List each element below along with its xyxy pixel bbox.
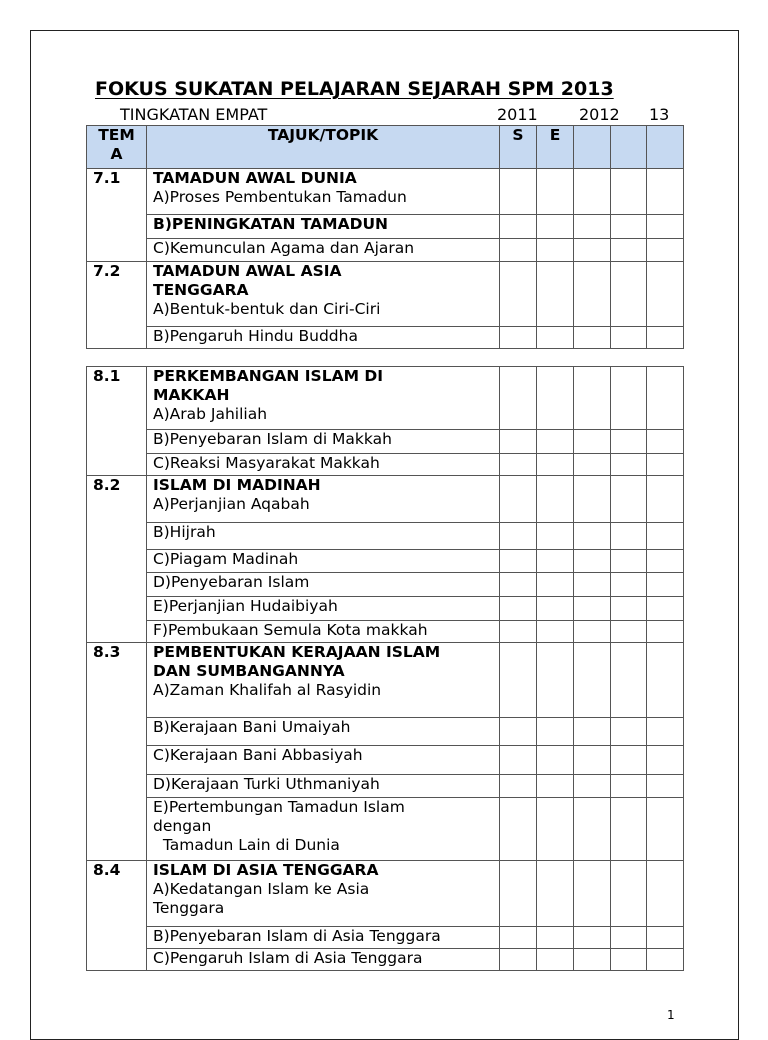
checkbox-cell [647,746,684,775]
topic-cell [147,573,500,597]
subtopic-label: B)Penyebaran Islam di Asia Tenggara [153,927,441,945]
table-row [87,573,684,597]
checkbox-cell [574,215,611,239]
subtopic-label: B)Hijrah [153,523,216,541]
topic-cell [147,597,500,621]
topic-cell [147,169,500,215]
checkbox-cell [647,476,684,523]
syllabus-table-form4-part2 [86,366,684,971]
subtopic-label: A)Bentuk-bentuk dan Ciri-Ciri [153,300,381,318]
checkbox-cell [611,643,647,718]
checkbox-cell [500,215,537,239]
topic-heading: PEMBENTUKAN KERAJAAN ISLAM [153,643,441,661]
document-title: FOKUS SUKATAN PELAJARAN SEJARAH SPM 2013 [95,78,614,100]
theme-code: 8.4 [87,861,147,971]
checkbox-cell [647,430,684,454]
checkbox-cell [647,573,684,597]
checkbox-cell [647,775,684,798]
checkbox-cell [537,861,574,927]
checkbox-cell [647,215,684,239]
checkbox-cell [574,621,611,643]
checkbox-cell [611,775,647,798]
checkbox-cell [611,215,647,239]
topic-cell [147,621,500,643]
subtopic-label: Tenggara [153,899,225,917]
header-topic: TAJUK/TOPIK [147,126,500,169]
subtopic-label: E)Perjanjian Hudaibiyah [153,597,338,615]
checkbox-cell [574,573,611,597]
checkbox-cell [574,798,611,861]
topic-cell [147,861,500,927]
topic-cell [147,239,500,262]
subtopic-label: A)Kedatangan Islam ke Asia [153,880,370,898]
checkbox-cell [537,476,574,523]
checkbox-cell [611,262,647,327]
checkbox-cell [611,573,647,597]
checkbox-cell [537,573,574,597]
table-row [87,861,684,927]
checkbox-cell [537,169,574,215]
subtopic-label: C)Reaksi Masyarakat Makkah [153,454,380,472]
checkbox-cell [611,798,647,861]
subtopic-label: C)Piagam Madinah [153,550,299,568]
checkbox-cell [611,861,647,927]
year-2013-label: 13 [649,105,670,124]
table-row [87,262,684,327]
checkbox-cell [647,169,684,215]
subtopic-label: B)Pengaruh Hindu Buddha [153,327,358,345]
syllabus-table-form4-part1 [86,125,684,349]
table-row [87,550,684,573]
checkbox-cell [500,327,537,349]
page-number: 1 [667,1008,675,1022]
subtopic-label: C)Kemunculan Agama dan Ajaran [153,239,415,257]
checkbox-cell [500,927,537,949]
checkbox-cell [611,169,647,215]
checkbox-cell [647,861,684,927]
table-row [87,454,684,476]
topic-cell [147,327,500,349]
topic-heading: TAMADUN AWAL ASIA [153,262,342,280]
checkbox-cell [500,643,537,718]
checkbox-cell [574,775,611,798]
topic-heading: TAMADUN AWAL DUNIA [153,169,357,187]
topic-cell [147,215,500,239]
subtopic-label: C)Pengaruh Islam di Asia Tenggara [153,949,423,967]
header-e: E [537,126,574,169]
topic-heading: PERKEMBANGAN ISLAM DI [153,367,384,385]
checkbox-cell [574,550,611,573]
checkbox-cell [574,643,611,718]
checkbox-cell [574,927,611,949]
checkbox-cell [537,949,574,971]
checkbox-cell [574,718,611,746]
table-row [87,597,684,621]
topic-heading: TENGGARA [153,281,249,299]
topic-cell [147,718,500,746]
checkbox-cell [500,798,537,861]
subtopic-label: A)Perjanjian Aqabah [153,495,310,513]
topic-cell [147,550,500,573]
checkbox-cell [537,927,574,949]
table-header-row [87,126,684,169]
table-row [87,775,684,798]
checkbox-cell [647,597,684,621]
subtopic-label: C)Kerajaan Bani Abbasiyah [153,746,363,764]
checkbox-cell [500,169,537,215]
table-row [87,643,684,718]
header-empty-col [574,126,611,169]
theme-code: 7.1 [87,169,147,262]
topic-cell [147,927,500,949]
checkbox-cell [574,454,611,476]
checkbox-cell [574,597,611,621]
theme-code: 8.1 [87,367,147,476]
checkbox-cell [647,718,684,746]
table-row [87,798,684,861]
table-row [87,949,684,971]
topic-cell [147,476,500,523]
topic-heading: MAKKAH [153,386,230,404]
checkbox-cell [611,476,647,523]
topic-cell [147,454,500,476]
topic-heading: DAN SUMBANGANNYA [153,662,345,680]
topic-cell [147,523,500,550]
subtopic-label: B)Kerajaan Bani Umaiyah [153,718,351,736]
checkbox-cell [537,454,574,476]
topic-heading: ISLAM DI MADINAH [153,476,321,494]
checkbox-cell [500,573,537,597]
checkbox-cell [647,239,684,262]
checkbox-cell [537,367,574,430]
checkbox-cell [647,367,684,430]
checkbox-cell [500,523,537,550]
topic-cell [147,746,500,775]
subtopic-label: Tamadun Lain di Dunia [153,836,340,854]
checkbox-cell [611,621,647,643]
checkbox-cell [500,718,537,746]
topic-cell [147,798,500,861]
checkbox-cell [500,949,537,971]
topic-cell [147,949,500,971]
checkbox-cell [647,949,684,971]
theme-code: 7.2 [87,262,147,349]
checkbox-cell [647,550,684,573]
checkbox-cell [574,523,611,550]
checkbox-cell [611,454,647,476]
subtopic-label: D)Penyebaran Islam [153,573,310,591]
checkbox-cell [574,746,611,775]
subtopic-label: dengan [153,817,212,835]
table-row [87,215,684,239]
checkbox-cell [647,454,684,476]
checkbox-cell [537,643,574,718]
checkbox-cell [647,643,684,718]
form-label: TINGKATAN EMPAT [120,105,268,124]
table-row [87,927,684,949]
year-2012-label: 2012 [579,105,620,124]
checkbox-cell [500,430,537,454]
header-empty-col [647,126,684,169]
checkbox-cell [647,798,684,861]
checkbox-cell [500,621,537,643]
checkbox-cell [647,523,684,550]
table-row [87,430,684,454]
checkbox-cell [500,476,537,523]
table-row [87,746,684,775]
topic-cell [147,775,500,798]
checkbox-cell [611,523,647,550]
topic-heading: ISLAM DI ASIA TENGGARA [153,861,379,879]
topic-cell [147,367,500,430]
checkbox-cell [537,597,574,621]
checkbox-cell [574,327,611,349]
checkbox-cell [500,775,537,798]
table-row [87,327,684,349]
checkbox-cell [500,550,537,573]
topic-cell [147,262,500,327]
theme-code: 8.2 [87,476,147,643]
checkbox-cell [611,430,647,454]
checkbox-cell [574,239,611,262]
subtopic-label: D)Kerajaan Turki Uthmaniyah [153,775,380,793]
table-row [87,621,684,643]
theme-code: 8.3 [87,643,147,861]
checkbox-cell [537,430,574,454]
checkbox-cell [611,367,647,430]
topic-cell [147,430,500,454]
checkbox-cell [500,861,537,927]
checkbox-cell [500,746,537,775]
checkbox-cell [611,327,647,349]
checkbox-cell [537,775,574,798]
checkbox-cell [611,597,647,621]
subtopic-label: A)Proses Pembentukan Tamadun [153,188,407,206]
header-empty-col [611,126,647,169]
checkbox-cell [647,621,684,643]
header-s: S [500,126,537,169]
checkbox-cell [500,454,537,476]
year-2011-label: 2011 [497,105,538,124]
checkbox-cell [574,861,611,927]
checkbox-cell [500,367,537,430]
checkbox-cell [574,430,611,454]
checkbox-cell [574,367,611,430]
table-row [87,523,684,550]
subtopic-label: B)Penyebaran Islam di Makkah [153,430,392,448]
checkbox-cell [537,262,574,327]
checkbox-cell [611,746,647,775]
checkbox-cell [611,949,647,971]
checkbox-cell [500,262,537,327]
checkbox-cell [574,169,611,215]
checkbox-cell [500,597,537,621]
checkbox-cell [574,476,611,523]
subtopic-label: E)Pertembungan Tamadun Islam [153,798,405,816]
table-row [87,476,684,523]
checkbox-cell [611,239,647,262]
checkbox-cell [611,927,647,949]
checkbox-cell [574,262,611,327]
subtopic-label: A)Arab Jahiliah [153,405,268,423]
subtopic-label: F)Pembukaan Semula Kota makkah [153,621,428,639]
table-row [87,239,684,262]
table-row [87,169,684,215]
checkbox-cell [537,621,574,643]
checkbox-cell [647,262,684,327]
checkbox-cell [537,746,574,775]
checkbox-cell [537,327,574,349]
checkbox-cell [537,215,574,239]
checkbox-cell [537,550,574,573]
topic-cell [147,643,500,718]
checkbox-cell [500,239,537,262]
subtopic-label: A)Zaman Khalifah al Rasyidin [153,681,382,699]
checkbox-cell [611,718,647,746]
checkbox-cell [611,550,647,573]
checkbox-cell [537,523,574,550]
checkbox-cell [574,949,611,971]
topic-heading: B)PENINGKATAN TAMADUN [153,215,389,233]
checkbox-cell [647,927,684,949]
checkbox-cell [537,239,574,262]
checkbox-cell [537,718,574,746]
header-tema: TEM A [87,126,147,169]
checkbox-cell [647,327,684,349]
table-row [87,718,684,746]
table-row [87,367,684,430]
checkbox-cell [537,798,574,861]
